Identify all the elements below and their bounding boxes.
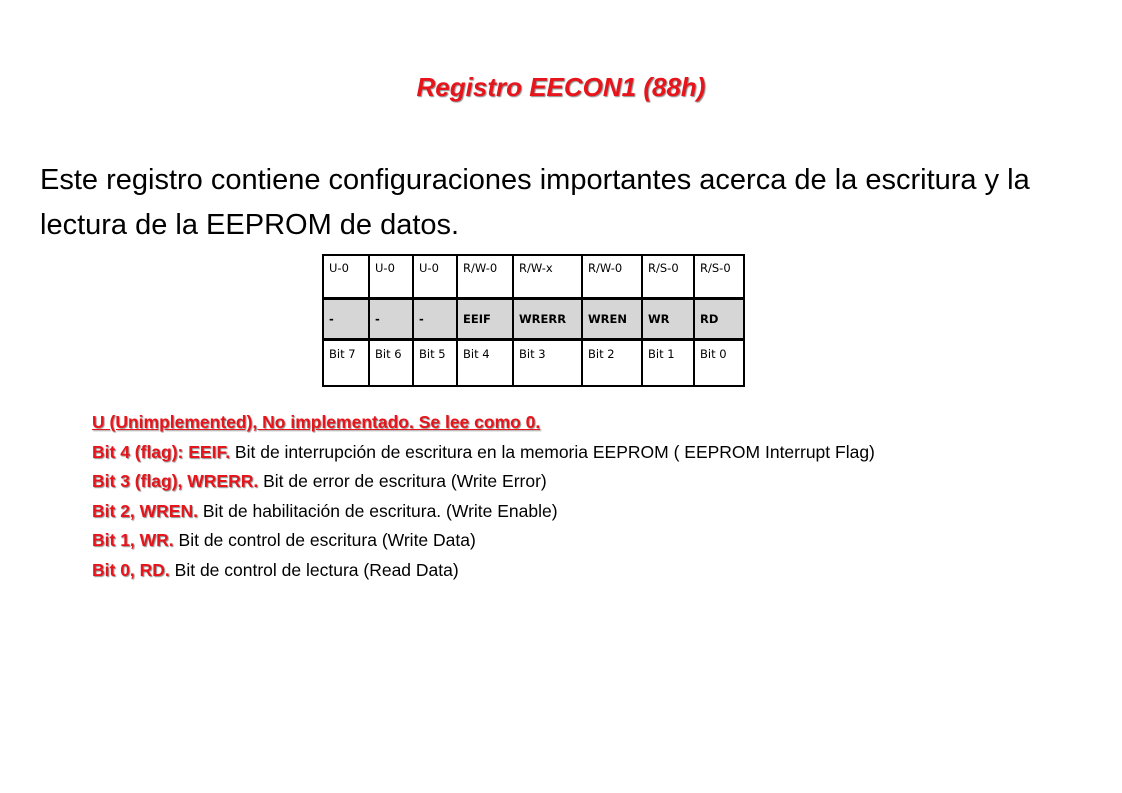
access-cell: R/W-0 (582, 255, 642, 299)
access-cell: U-0 (323, 255, 369, 299)
note-label: Bit 1, WR. (92, 530, 174, 550)
bit-name-cell: - (413, 299, 457, 340)
access-cell: R/S-0 (694, 255, 744, 299)
bit-name-cell: RD (694, 299, 744, 340)
note-label: U (Unimplemented), No implementado. Se lee como 0. (92, 412, 541, 432)
note-label: Bit 3 (flag), WRERR. (92, 471, 259, 491)
bit-number-row (323, 340, 744, 387)
note-wrerr (92, 467, 875, 497)
bit-number-cell: Bit 4 (457, 340, 513, 387)
access-cell: R/S-0 (642, 255, 694, 299)
note-rd (92, 556, 875, 586)
bit-number-cell: Bit 2 (582, 340, 642, 387)
bit-name-cell: EEIF (457, 299, 513, 340)
note-wr (92, 526, 875, 556)
bit-name-row (323, 299, 744, 340)
note-text: Bit de error de escritura (Write Error) (258, 471, 547, 491)
note-eeif (92, 438, 875, 468)
note-unimplemented (92, 408, 875, 438)
intro-paragraph: Este registro contiene configuraciones importantes acerca de la escritura y la lectura de la EEPROM de datos. (40, 164, 1030, 241)
bit-number-cell: Bit 0 (694, 340, 744, 387)
access-cell: U-0 (369, 255, 413, 299)
bit-name-cell: WREN (582, 299, 642, 340)
note-text: Bit de interrupción de escritura en la memoria EEPROM ( EEPROM Interrupt Flag) (230, 441, 875, 462)
bit-name-cell: - (323, 299, 369, 340)
bit-name-cell: - (369, 299, 413, 340)
page-title: Registro EECON1 (88h) (416, 72, 706, 102)
bit-name-cell: WRERR (513, 299, 582, 340)
access-cell: R/W-0 (457, 255, 513, 299)
bit-number-cell: Bit 3 (513, 340, 582, 387)
note-label: Bit 0, RD. (92, 559, 170, 580)
access-cell: R/W-x (513, 255, 582, 299)
note-wren (92, 497, 875, 527)
access-cell: U-0 (413, 255, 457, 299)
register-table (322, 254, 745, 387)
bit-number-cell: Bit 7 (323, 340, 369, 387)
note-text: Bit de control de lectura (Read Data) (169, 559, 459, 580)
bit-number-cell: Bit 5 (413, 340, 457, 387)
note-text: Bit de control de escritura (Write Data) (173, 530, 476, 550)
bit-descriptions (92, 408, 875, 585)
access-row (323, 255, 744, 299)
note-text: Bit de habilitación de escritura. (Write Enable) (197, 500, 558, 521)
note-label: Bit 2, WREN. (92, 500, 198, 521)
bit-number-cell: Bit 1 (642, 340, 694, 387)
bit-number-cell: Bit 6 (369, 340, 413, 387)
bit-name-cell: WR (642, 299, 694, 340)
note-label: Bit 4 (flag): EEIF. (92, 441, 231, 462)
